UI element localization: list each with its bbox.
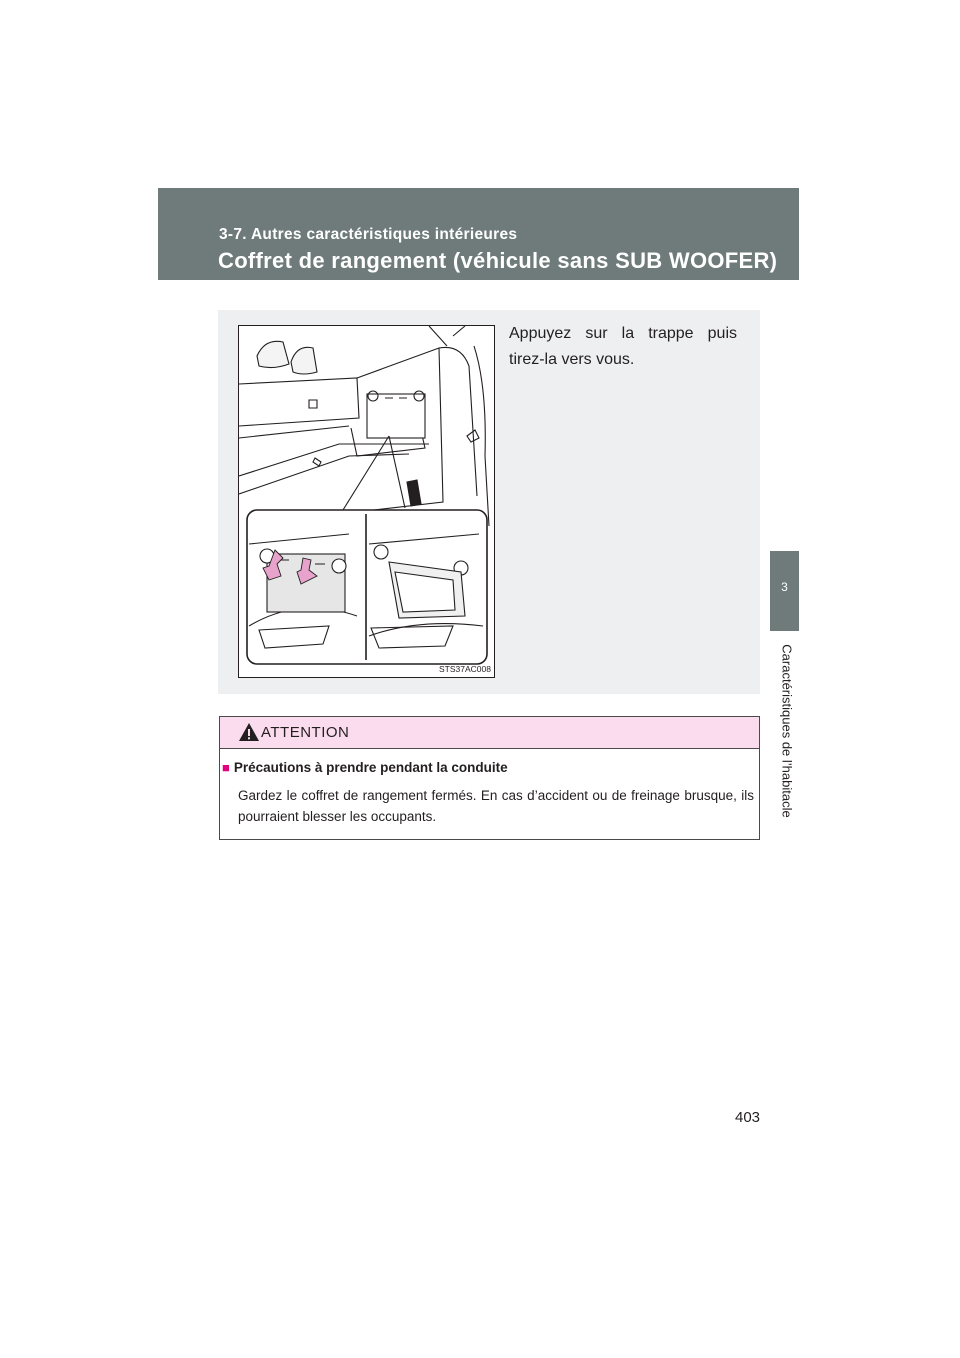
warning-header — [220, 717, 759, 749]
section-label: 3-7. Autres caractéristiques intérieures — [219, 226, 518, 243]
instruction-text: Appuyez sur la trappe puis tirez-la vers vous. — [509, 325, 737, 368]
warning-label: ATTENTION — [261, 724, 350, 741]
page-title: Coffret de rangement (véhicule sans SUB WOOFER) — [218, 248, 778, 273]
warning-subtitle — [222, 760, 508, 775]
storage-box-illustration — [238, 325, 495, 678]
warning-box — [219, 716, 760, 840]
warning-triangle-icon — [238, 722, 260, 742]
warning-bullet-icon: ■ — [222, 760, 230, 775]
warning-subtitle-text: Précautions à prendre pendant la conduite — [233, 760, 508, 775]
chapter-number: 3 — [781, 580, 788, 594]
chapter-title: Caractéristiques de l’habitacle — [779, 644, 795, 818]
cargo-area-drawing — [239, 326, 495, 678]
page-number: 403 — [735, 1109, 761, 1126]
warning-body: Gardez le coffret de rangement fermés. En cas d’accident ou de freinage brusque, ils pourraient blesser les occupants. — [238, 788, 754, 824]
figure-code: STS37AC008 — [439, 664, 491, 674]
